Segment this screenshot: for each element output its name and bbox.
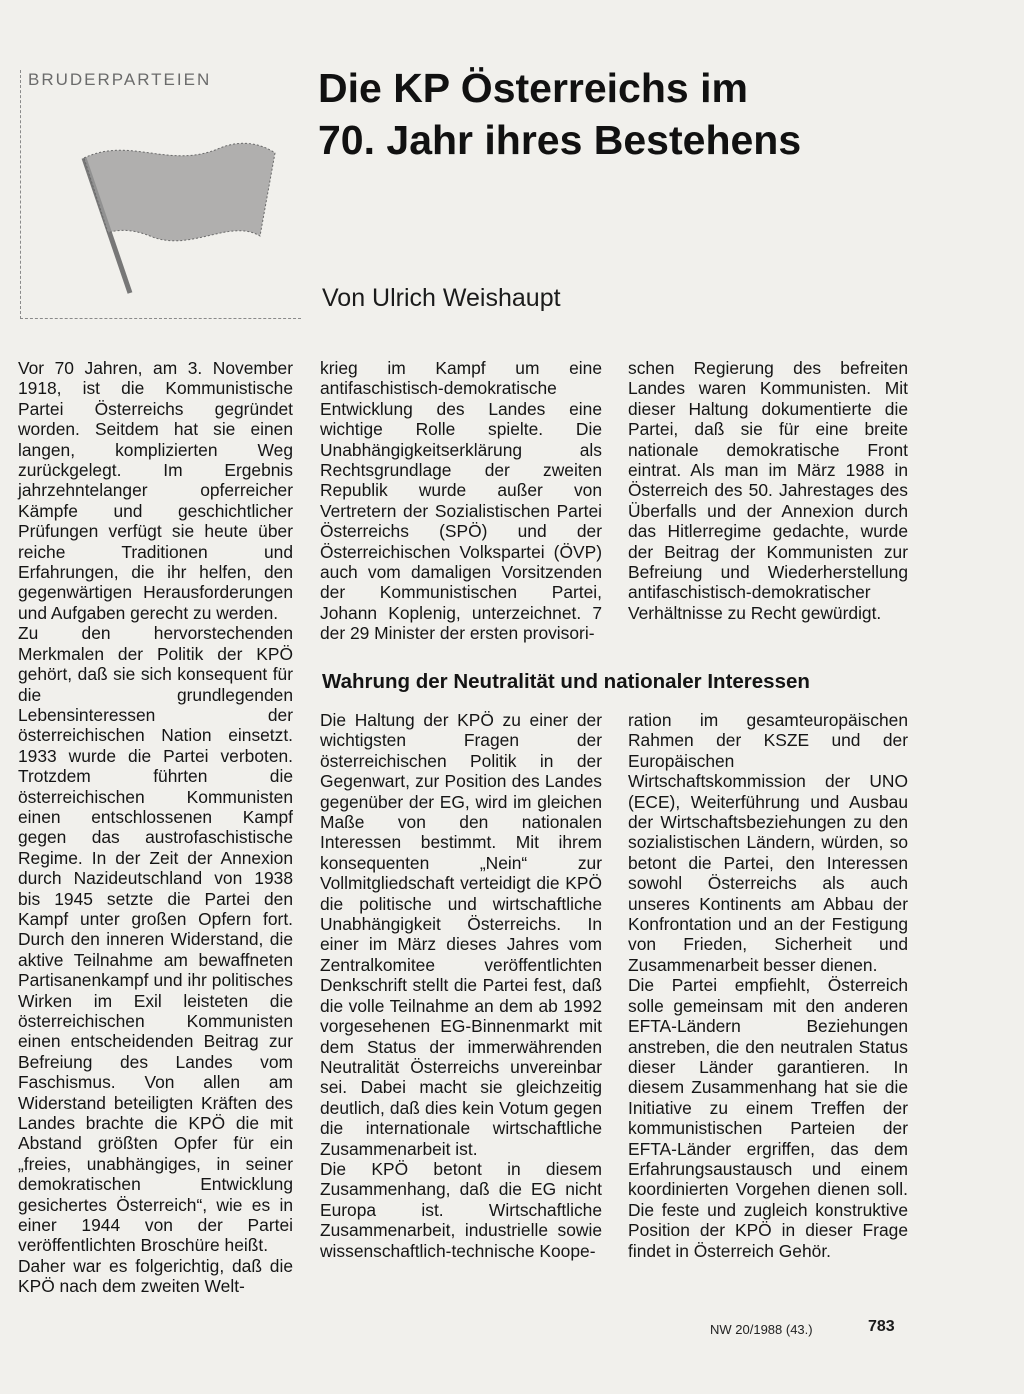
article-title <box>318 62 858 166</box>
paragraph: Die Partei empfiehlt, Österreich solle gemeinsam mit den anderen EFTA-Ländern Beziehungen anstreben, die den neutralen Status dieser Länder garantieren. In diesem Zusammenhang hat sie die Initiative zu einem Treffen der kommunistischen Parteien der EFTA-Länder ergriffen, das dem Erfahrungsaustausch und einem koordinierten Vorgehen dienen soll. Die feste und zugleich konstruktive Position der KPÖ in dieser Frage findet in Österreich Gehör. <box>628 975 908 1261</box>
title-line-2: 70. Jahr ihres Bestehens <box>318 117 802 163</box>
column-3-top <box>628 358 908 623</box>
paragraph: Daher war es folgerichtig, daß die KPÖ nach dem zweiten Welt- <box>18 1255 293 1297</box>
issue-reference: NW 20/1988 (43.) <box>710 1322 813 1337</box>
paragraph: ration im gesamteuropäischen Rahmen der KSZE und der Europäischen Wirtschaftskommission der UNO (ECE), Weiterführung und Ausbau der Wirtschaftsbeziehungen zu den sozialistischen Ländern, würden, so betont die Partei, den Interessen sowohl Österreichs als auch unseres Kontinents am Abbau der Konfrontation und an der Festigung von Frieden, Sicherheit und Zusammenarbeit besser dienen. <box>628 710 908 975</box>
paragraph: Zu den hervorstechenden Merkmalen der Politik der KPÖ gehört, daß sie sich konsequent für die grundlegenden Lebensinteressen der österreichischen Nation einsetzt. 1933 wurde die Partei verboten. Trotzdem führten die österreichischen Kommunisten einen entschlossenen Kampf gegen das austrofaschistische Regime. In der Zeit der Annexion durch Nazideutschland von 1938 bis 1945 setzte die Partei den Kampf unter großen Opfern fort. Durch den inneren Widerstand, die aktive Teilnahme am bewaffneten Partisanenkampf und ihr politisches Wirken im Exil leisteten die österreichischen Kommunisten einen entscheidenden Beitrag zur Befreiung des Landes vom Faschismus. Von allen am Widerstand beteiligten Kräften des Landes brachte die KPÖ die mit Abstand größten Opfer für ein „freies, unabhängiges, in seiner demokratischen Entwicklung gesichertes Österreich“, wie es in einer 1944 von der Partei veröffentlichten Broschüre heißt. <box>18 623 293 1256</box>
author-byline: Von Ulrich Weishaupt <box>322 284 561 312</box>
paragraph: schen Regierung des befreiten Landes waren Kommunisten. Mit dieser Haltung dokumentierte die Partei, daß sie für eine breite nationale demokratische Front eintrat. Als man im März 1988 in Österreich des 50. Jahrestages des Überfalls und der Annexion durch das Hitlerregime gedachte, wurde der Beitrag der Kommunisten zur Befreiung und Wiederherstellung antifaschistisch-demokratischer Verhältnisse zu Recht gewürdigt. <box>628 358 908 623</box>
paragraph: Die KPÖ betont in diesem Zusammenhang, daß die EG nicht Europa ist. Wirtschaftliche Zusammenarbeit, industrielle sowie wissenschaftlich-technische Koope- <box>320 1158 602 1261</box>
paragraph: krieg im Kampf um eine antifaschistisch-demokratische Entwicklung des Landes eine wichtige Rolle spielte. Die Unabhängigkeitserklärung als Rechtsgrundlage der zweiten Republik wurde außer von Vertretern der Sozialistischen Partei Österreichs (SPÖ) und der Österreichischen Volkspartei (ÖVP) auch vom damaligen Vorsitzenden der Kommunistischen Partei, Johann Koplenig, unterzeichnet. 7 der 29 Minister der ersten provisori- <box>320 358 602 644</box>
title-line-1: Die KP Österreichs im <box>318 65 748 111</box>
page-number: 783 <box>868 1318 895 1335</box>
section-heading: Wahrung der Neutralität und nationaler Interessen <box>322 670 810 693</box>
paragraph: Die Haltung der KPÖ zu einer der wichtigsten Fragen der österreichischen Politik in der Gegenwart, zur Position des Landes gegenüber der EG, wird im gleichen Maße von den nationalen Interessen bestimmt. Mit ihrem konsequenten „Nein“ zur Vollmitgliedschaft verteidigt die KPÖ die politische und wirtschaftliche Unabhängigkeit Österreichs. In einer im März dieses Jahres vom Zentralkomitee veröffentlichten Denkschrift stellt die Partei fest, daß die volle Teilnahme an dem ab 1992 vorgesehenen EG-Binnenmarkt mit dem Status der immerwährenden Neutralität Österreichs unvereinbar sei. Dabei macht sie gleichzeitig deutlich, daß dies kein Votum gegen die internationale wirtschaftliche Zusammenarbeit ist. <box>320 710 602 1159</box>
rubric-label: BRUDERPARTEIEN <box>28 70 212 89</box>
paragraph: Vor 70 Jahren, am 3. November 1918, ist die Kommunistische Partei Österreichs gegründet worden. Seitdem hat sie einen langen, komplizierten Weg zurückgelegt. Im Ergebnis jahrzehntelanger opferreicher Kämpfe und geschichtlicher Prüfungen verfügt sie heute über reiche Traditionen und Erfahrungen, die ihr helfen, den gegenwärtigen Herausforderungen und Aufgaben gerecht zu werden. <box>18 358 293 623</box>
flag-icon <box>70 118 280 298</box>
column-1 <box>18 358 293 1297</box>
column-3-bottom <box>628 710 908 1261</box>
column-2-top <box>320 358 602 644</box>
column-2-bottom <box>320 710 602 1261</box>
